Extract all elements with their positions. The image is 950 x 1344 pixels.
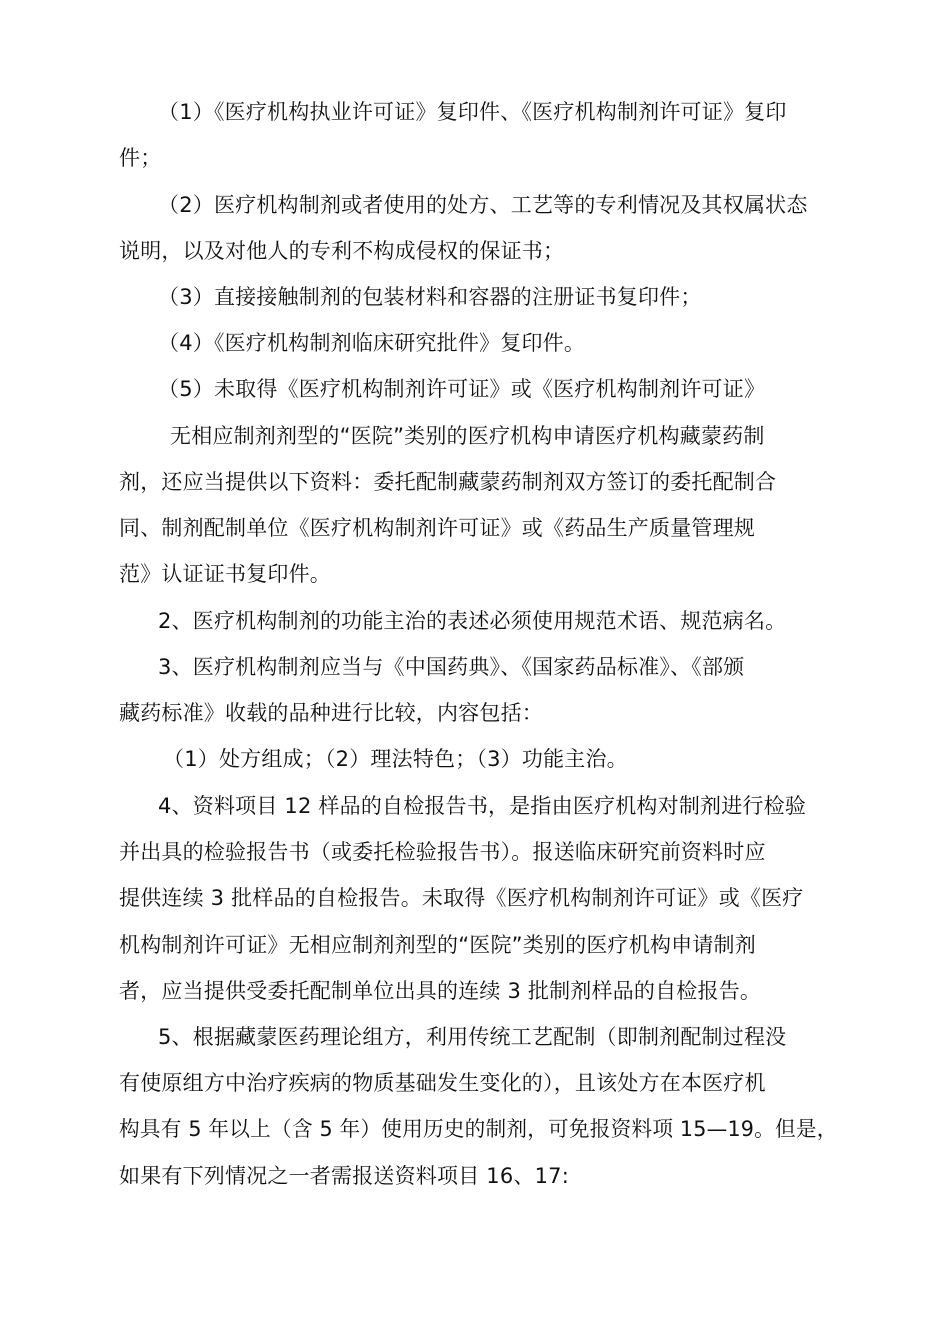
text-line: （1）《医疗机构执业许可证》复印件、《医疗机构制剂许可证》复印 [158,100,787,124]
text-line: 4、资料项目 12 样品的自检报告书，是指由医疗机构对制剂进行检验 [158,794,807,818]
text-line: 同、制剂配制单位《医疗机构制剂许可证》或《药品生产质量管理规 [119,516,755,540]
text-line: 范》认证证书复印件。 [119,562,331,586]
text-line: 并出具的检验报告书（或委托检验报告书）。报送临床研究前资料时应 [119,840,766,864]
text-line: 3、医疗机构制剂应当与《中国药典》、《国家药品标准》、《部颁 [158,655,745,679]
text-line: 提供连续 3 批样品的自检报告。未取得《医疗机构制剂许可证》或《医疗 [119,886,804,910]
text-line: （1）处方组成；（2）理法特色；（3）功能主治。 [163,747,628,771]
text-line: （2）医疗机构制剂或者使用的处方、工艺等的专利情况及其权属状态 [158,193,808,217]
text-line: 有使原组方中治疗疾病的物质基础发生变化的），且该处方在本医疗机 [119,1071,766,1095]
text-line: 机构制剂许可证》无相应制剂剂型的“医院”类别的医疗机构申请制剂 [119,933,756,957]
text-line: （4）《医疗机构制剂临床研究批件》复印件。 [158,331,586,355]
text-line: 2、医疗机构制剂的功能主治的表述必须使用规范术语、规范病名。 [158,609,787,633]
text-line: 5、根据藏蒙医药理论组方，利用传统工艺配制（即制剂配制过程没 [158,1025,787,1049]
text-line: 剂，还应当提供以下资料：委托配制藏蒙药制剂双方签订的委托配制合 [119,470,777,494]
text-line: 者，应当提供受委托配制单位出具的连续 3 批制剂样品的自检报告。 [119,979,762,1003]
text-line: 构具有 5 年以上（含 5 年）使用历史的制剂，可免报资料项 15—19。但是， [119,1117,838,1141]
text-line: 说明，以及对他人的专利不构成侵权的保证书； [119,239,565,263]
text-line: 无相应制剂剂型的“医院”类别的医疗机构申请医疗机构藏蒙药制 [170,424,765,448]
text-line: 藏药标准》收载的品种进行比较，内容包括： [119,701,543,725]
text-line: （5）未取得《医疗机构制剂许可证》或《医疗机构制剂许可证》 [158,377,766,401]
text-line: 如果有下列情况之一者需报送资料项目 16、17: [119,1164,569,1188]
text-line: （3）直接接触制剂的包装材料和容器的注册证书复印件； [158,285,702,309]
text-line: 件； [119,146,162,170]
